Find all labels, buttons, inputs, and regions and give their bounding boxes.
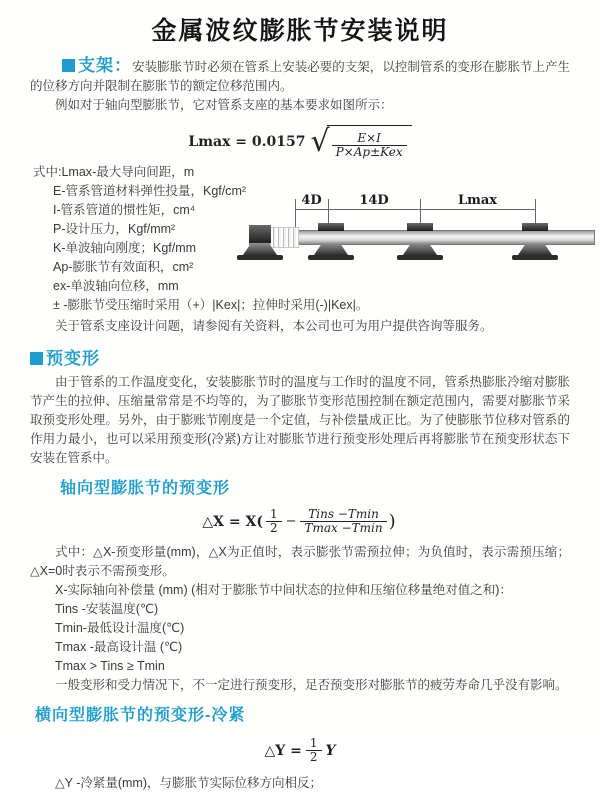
lateral-para: △Y -冷紧量(mm)，与膨胀节实际位移方向相反； [55, 776, 323, 790]
support-base [308, 255, 354, 260]
axial-para-2: X-实际轴向补偿量 (mm) (相对于膨胀节中间状态的拉伸和压缩位移量绝对值之和)： [55, 583, 512, 597]
support-closing-line: 关于管系支座设计问题，请参阅有关资料，本公司也可为用户提供咨询等服务。 [55, 319, 493, 333]
temp-def: Tins -安装温度(℃) [55, 602, 159, 616]
temp-def: Tmax > Tins ≥ Tmin [55, 659, 165, 673]
defs-intro: 式中:Lmax-最大导向间距，m [33, 165, 195, 179]
dx-temp-num: Tins −Tmin [308, 507, 379, 521]
dx-half-num: 1 [269, 507, 278, 521]
support-clamp [407, 223, 433, 231]
def-item: ex-单波轴向位移，mm [53, 279, 179, 293]
dimension-tick [295, 199, 296, 230]
formula-lmax [30, 125, 570, 159]
support-section-heading: 支架： [78, 56, 133, 75]
right-paren: ) [388, 511, 396, 532]
formula-dx-half [266, 508, 282, 535]
def-item: K-单波轴向刚度；Kgf/mm [53, 241, 197, 255]
preform-paragraph: 由于管系的工作温度变化，安装膨胀节时的温度与工作时的温度不同，管系热膨胀冷缩对膨胀节产生的拉伸、压缩量常常是不均等的，为了膨胀节变形范围控制在额定范围内，需要对膨胀节采取预变形处理。另外，由于膨账节刚度是一个定值，与补偿量成正比。为了使膨胀节位移对管系的作用力最小，也可以采用预变形(冷紧)方让对膨胀节进行预变形处理后再将膨胀节在预变形状态下安装在管系中。 [30, 375, 570, 465]
def-item: Ap-膨胀节有效面积，cm² [53, 260, 194, 274]
anchor-clamp [249, 225, 271, 243]
pipe [249, 230, 595, 245]
support-saddle [314, 244, 348, 255]
axial-para-3: 一般变形和受力情况下，不一定进行预变形，足否预变形对膨胀节的疲劳寿命几乎没有影响。 [55, 678, 568, 692]
preform-section-heading [30, 344, 570, 369]
formula-lmax-numerator: E×I [357, 131, 381, 145]
dy-half-num: 1 [309, 736, 318, 750]
formula-dx-lhs: △X = X( [202, 513, 263, 530]
formula-dy-half [306, 737, 322, 764]
support-example-line: 例如对于轴向型膨胀节，它对管系支座的基本要求如图所示： [55, 98, 393, 112]
minus-operator: − [285, 514, 297, 529]
radical-expression [310, 125, 411, 159]
formula-lmax-fraction [332, 132, 407, 159]
temperature-definitions [30, 600, 570, 676]
anchor-base [237, 255, 283, 260]
dim-label-4d: 4D [301, 193, 322, 208]
temp-def: Tmax -最高设计温 (℃) [55, 640, 183, 654]
dy-half-den: 2 [306, 750, 322, 764]
support-base [397, 255, 443, 260]
formula-lmax-denominator: P×Ap±Kex [332, 145, 407, 159]
axial-para-1: 式中：△X-预变形量(mm)，△X为正值时，表示膨张节需预拉伸；为负值时，表示需预压缩；△X=0时表示不需预变形。 [30, 545, 570, 578]
def-item: ± -膨胀节受压缩时采用（+）|Kex|；拉伸时采用(-)|Kex|。 [53, 298, 369, 312]
dx-temp-den: Tmax −Tmin [300, 521, 386, 535]
document-content [0, 56, 600, 793]
dim-label-lmax: Lmax [457, 193, 498, 208]
support-clamp [318, 223, 344, 231]
def-item: E-管系管道材料弹性投量，Kgf/cm² [53, 184, 247, 198]
lateral-subheading: 横向型膨胀节的预变形-冷紧 [35, 707, 246, 724]
support-paragraph-text: 安装膨胀节时必须在管系上安装必要的支架，以控制管系的变形在膨胀节上产生的位移方向并限制在膨胀节的额定位移范围内。 [30, 60, 570, 93]
formula-dx-temp-fraction [300, 508, 386, 535]
support-saddle [403, 244, 437, 255]
formula-dy-lhs: △Y = [264, 742, 302, 759]
formula-delta-y [30, 737, 570, 764]
def-item: P-设计压力，Kgf/mm² [53, 222, 176, 236]
support-paragraph [30, 56, 570, 96]
page-title: 金属波纹膨胀节安装说明 [151, 17, 449, 45]
support-spacing-diagram [243, 192, 597, 288]
dim-label-14d: 14D [359, 193, 389, 208]
support-saddle [518, 244, 552, 255]
support-clamp [522, 223, 548, 231]
section-bullet-icon [62, 59, 75, 72]
formula-dy-rhs: Y [325, 742, 336, 759]
formula-delta-x [30, 508, 570, 535]
section-bullet-icon [30, 352, 43, 365]
formula-lmax-lhs: Lmax = 0.0157 [188, 134, 306, 150]
dx-half-den: 2 [266, 521, 282, 535]
temp-def: Tmin-最低设计温度(℃) [55, 621, 185, 635]
def-item: I-管系管道的惯性矩，cm⁴ [53, 203, 196, 217]
preform-heading-label: 预变形 [46, 349, 100, 368]
expansion-joint-bellows [270, 227, 299, 248]
support-base [512, 255, 558, 260]
dimension-line [295, 209, 535, 210]
radical-body [327, 125, 412, 159]
axial-subheading: 轴向型膨胀节的预变形 [60, 480, 231, 497]
radical-sign: √ [310, 124, 330, 159]
